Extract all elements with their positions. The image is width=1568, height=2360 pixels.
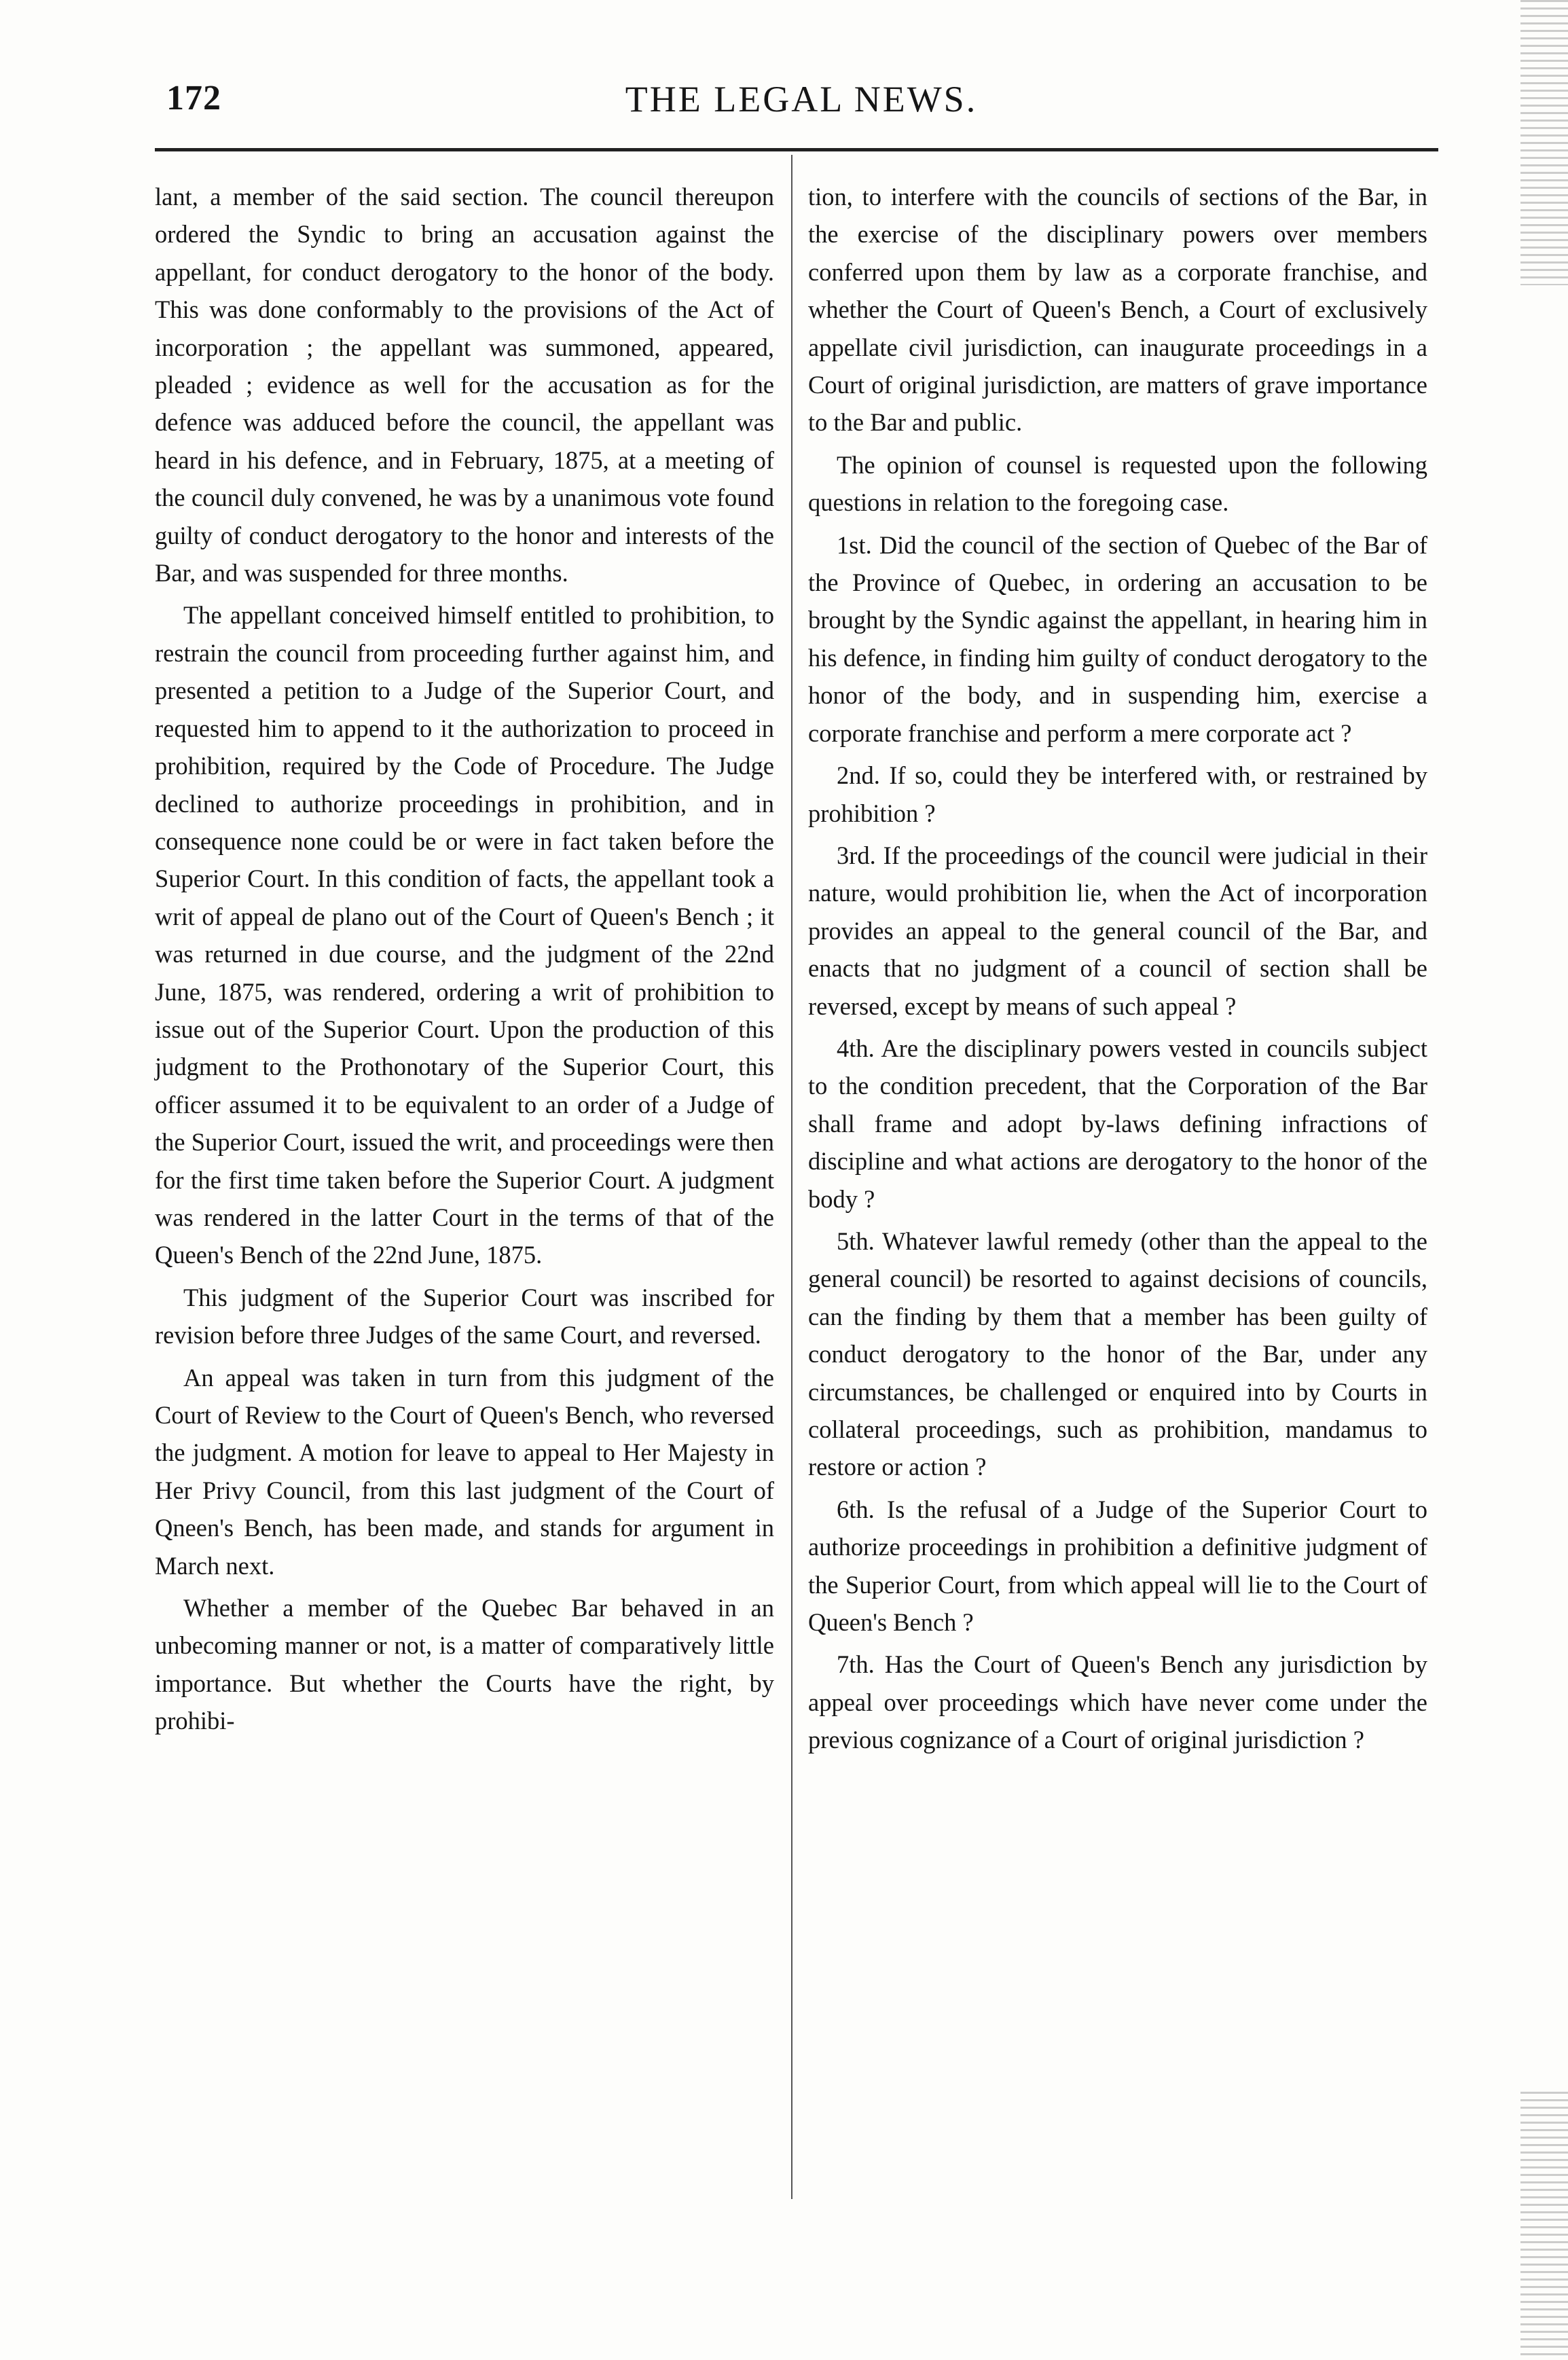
question-4: 4th. Are the disciplinary powers vested in councils subject to the condition precedent, that the Corporation of the Bar shall frame and adopt by-laws defining infractions of discipline and what actions are derogatory to the honor of the body ?: [808, 1034, 1427, 1213]
paragraph: The opinion of counsel is requested upon the following questions in relation to the foregoing case.: [808, 450, 1427, 517]
question-5: 5th. Whatever lawful remedy (other than the appeal to the general council) be resorted to against decisions of councils, can the finding by them that a member has been guilty of conduct derogatory to the honor of the Bar, under any circumstances, be challenged or enquired into by Courts in collateral proceedings, such as prohibition, mandamus to restore or action ?: [808, 1227, 1427, 1481]
question-6: 6th. Is the refusal of a Judge of the Superior Court to authorize proceedings in prohibition a definitive judgment of the Superior Court, from which appeal will lie to the Court of Queen's Bench ?: [808, 1495, 1427, 1637]
page-header: [166, 65, 1436, 139]
paragraph: lant, a member of the said section. The council thereupon ordered the Syndic to bring an accusation against the appellant, for conduct derogatory to the honor of the body. This was done conformably to the provisions of the Act of incorporation ; the appellant was summoned, appeared, pleaded ; evidence as well for the accusation as for the defence was adduced before the council, the appellant was heard in his defence, and in February, 1875, at a meeting of the council duly convened, he was by a unanimous vote found guilty of conduct derogatory to the honor and interests of the Bar, and was suspended for three months.: [155, 183, 774, 587]
paragraph: The appellant conceived himself entitled to prohibition, to restrain the council from proceeding further against him, and presented a petition to a Judge of the Superior Court, and requested him to append to it the authorization to proceed in prohibition, required by the Code of Procedure. The Judge declined to authorize proceedings in prohibition, and in consequence none could be or were in fact taken before the Superior Court. In this condition of facts, the appellant took a writ of appeal de plano out of the Court of Queen's Bench ; it was returned in due course, and the judgment of the 22nd June, 1875, was rendered, ordering a writ of prohibition to issue out of the Superior Court. Upon the production of this judgment to the Prothonotary of the Superior Court, this officer assumed it to be equivalent to an order of a Judge of the Superior Court, issued the writ, and proceedings were then for the first time taken before the Superior Court. A judgment was rendered in the latter Court in the terms of that of the Queen's Bench of the 22nd June, 1875.: [155, 601, 774, 1269]
page-number: 172: [166, 79, 221, 117]
header-rule: [155, 148, 1438, 151]
column-divider: [791, 155, 792, 2199]
question-2: 2nd. If so, could they be interfered with, or restrained by prohibition ?: [808, 761, 1427, 827]
question-1: 1st. Did the council of the section of Quebec of the Bar of the Province of Quebec, in ordering an accusation to be brought by the Syndic against the appellant, in hearing him in his defence, in finding him guilty of conduct derogatory to the honor of the body, and in suspending him, exercise a corporate franchise and perform a mere corporate act ?: [808, 530, 1427, 747]
paragraph: This judgment of the Superior Court was inscribed for revision before three Judges of the same Court, and reversed.: [155, 1283, 774, 1349]
running-title: THE LEGAL NEWS.: [625, 79, 978, 120]
right-column: [808, 178, 1427, 1764]
question-7: 7th. Has the Court of Queen's Bench any jurisdiction by appeal over proceedings which have never come under the previous cognizance of a Court of original jurisdiction ?: [808, 1650, 1427, 1754]
paragraph: Whether a member of the Quebec Bar behaved in an unbecoming manner or not, is a matter of comparatively little importance. But whether the Courts have the right, by prohibi-: [155, 1594, 774, 1735]
question-3: 3rd. If the proceedings of the council were judicial in their nature, would prohibition lie, when the Act of incorporation provides an appeal to the general council of the Bar, and enacts that no judgment of a council of section shall be reversed, except by means of such appeal ?: [808, 841, 1427, 1020]
left-column: [155, 178, 774, 1745]
paragraph: tion, to interfere with the councils of sections of the Bar, in the exercise of the disciplinary powers over members conferred upon them by law as a corporate franchise, and whether the Court of Queen's Bench, a Court of exclusively appellate civil jurisdiction, can inaugurate proceedings in a Court of original jurisdiction, are matters of grave importance to the Bar and public.: [808, 183, 1427, 437]
scan-edge-noise: [1520, 0, 1568, 285]
scan-edge-noise: [1520, 2092, 1568, 2360]
paragraph: An appeal was taken in turn from this judgment of the Court of Review to the Court of Queen's Bench, who reversed the judgment. A motion for leave to appeal to Her Majesty in Her Privy Council, from this last judgment of the Court of Qneen's Bench, has been made, and stands for argument in March next.: [155, 1363, 774, 1580]
